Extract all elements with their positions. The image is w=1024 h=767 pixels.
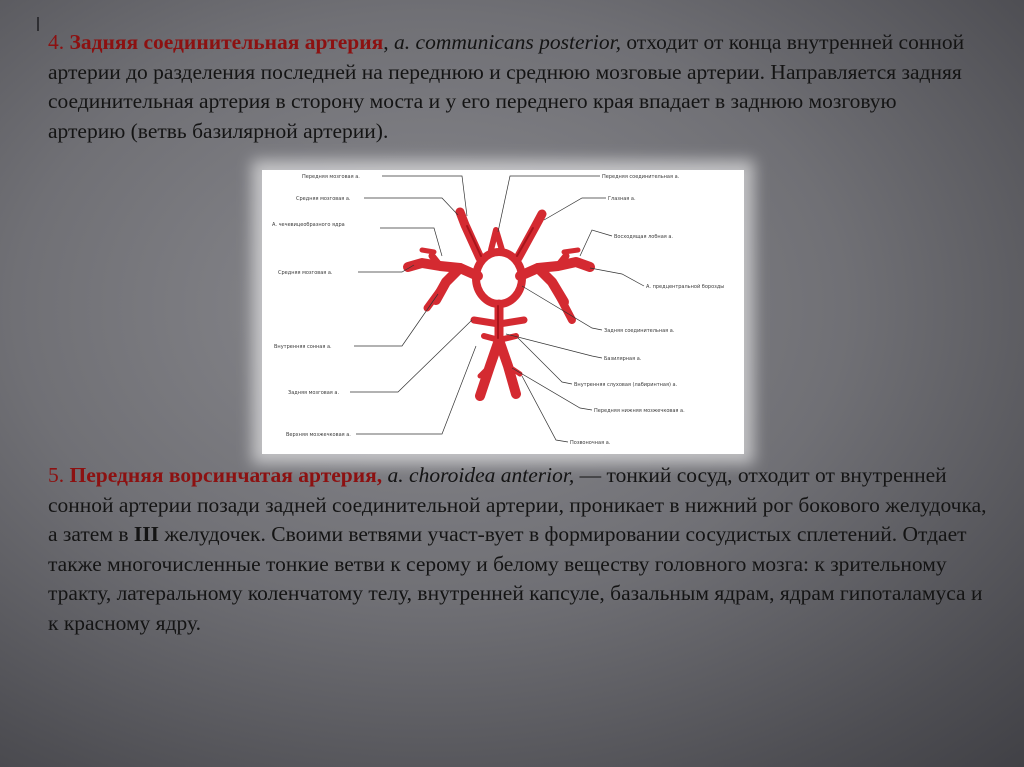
labels-right bbox=[570, 174, 724, 446]
label-precentral-sulcus: А. предцентральной борозды bbox=[646, 284, 725, 290]
arteries bbox=[408, 212, 590, 396]
label-basilar: Базилярная а. bbox=[604, 356, 642, 362]
paragraph-5-latin: a. choroidea anterior, bbox=[382, 463, 575, 487]
label-superior-cerebellar: Верхняя мозжечковая а. bbox=[286, 432, 351, 438]
paragraph-4-number: 4. bbox=[48, 30, 70, 54]
paragraph-5 bbox=[48, 461, 988, 639]
paragraph-4-text: отходит от конца внутренней сонной артерии до разделения последней на переднюю и среднюю мозговые артерии. Направляется задняя соединительная артерия в сторону моста и у его переднего края впадает в заднюю мозговую артерию (ветвь базилярной артерии). bbox=[48, 30, 965, 143]
label-anterior-inferior-cerebellar: Передняя нижняя мозжечковая а. bbox=[594, 408, 685, 414]
paragraph-4-heading: Задняя соединительная артерия bbox=[69, 30, 384, 54]
label-ascending-frontal: Восходящая лобная а. bbox=[614, 234, 674, 240]
label-vertebral: Позвоночная а. bbox=[570, 440, 611, 446]
label-anterior-cerebral: Передняя мозговая а. bbox=[302, 174, 360, 180]
paragraph-4 bbox=[48, 28, 978, 146]
paragraph-5-text-a: — тонкий сосуд, отходит от внутренней сонной артерии позади задней соединительной артерии, проникает в нижний рог бокового желудочка, а затем в bbox=[48, 463, 987, 547]
leader-lines-right bbox=[498, 176, 644, 442]
paragraph-5-heading: Передняя ворсинчатая артерия, bbox=[69, 463, 383, 487]
paragraph-5-number: 5. bbox=[48, 463, 70, 487]
label-posterior-communicating: Задняя соединительная а. bbox=[604, 328, 675, 334]
paragraph-4-comma: , bbox=[383, 30, 395, 54]
labels-left bbox=[272, 174, 360, 438]
label-middle-cerebral-lower: Средняя мозговая а. bbox=[278, 270, 333, 276]
label-lenticular-nucleus-artery: А. чечевицеобразного ядра bbox=[272, 222, 345, 228]
label-anterior-communicating: Передняя соединительная а. bbox=[602, 174, 680, 180]
paragraph-5-numeral: III bbox=[133, 522, 159, 547]
artery-diagram bbox=[262, 170, 744, 454]
circle-of-willis-figure bbox=[262, 170, 744, 454]
label-internal-carotid: Внутренняя сонная а. bbox=[274, 344, 332, 350]
label-middle-cerebral-upper: Средняя мозговая а. bbox=[296, 196, 351, 202]
slide-marker bbox=[37, 17, 39, 31]
paragraph-4-latin: а. communicans posterior, bbox=[394, 30, 621, 54]
label-labyrinthine: Внутренняя слуховая (лабиринтная) а. bbox=[574, 382, 678, 388]
label-posterior-cerebral: Задняя мозговая а. bbox=[288, 390, 340, 396]
label-ophthalmic: Глазная а. bbox=[608, 196, 636, 202]
paragraph-5-text-b: желудочек. Своими ветвями участ-вует в формировании сосудистых сплетений. Отдает также многочисленные тонкие ветви к серому и белому веществу головного мозга: к зрительному тракту, латеральному коленчатому телу, внутренней капсуле, базальным ядрам, ядрам гипоталамуса и к красному ядру. bbox=[48, 522, 983, 635]
